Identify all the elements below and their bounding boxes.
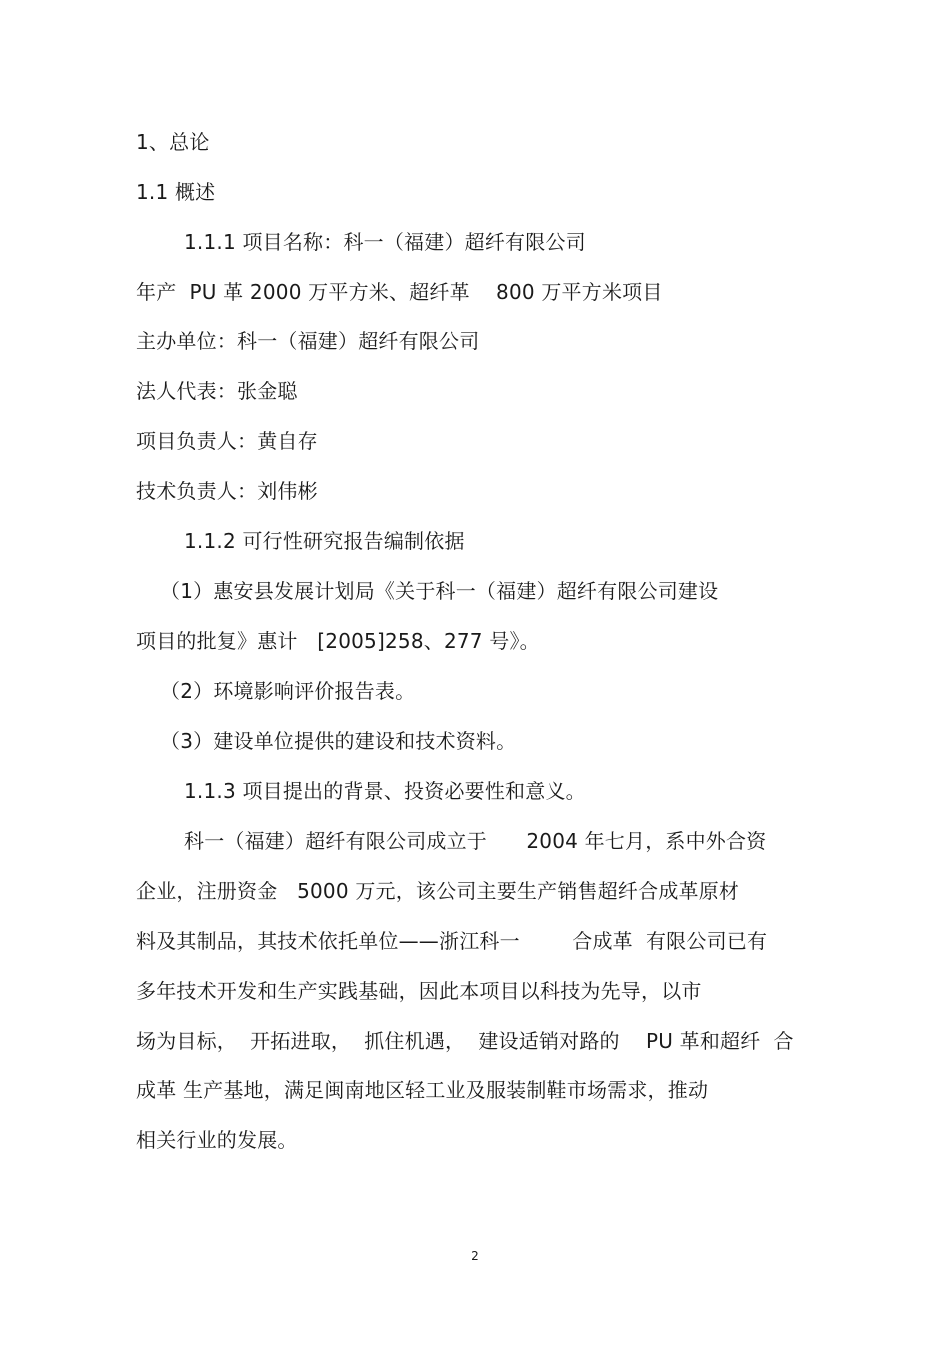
paragraph-line: 多年技术开发和生产实践基础，因此本项目以科技为先导，以市 [136,979,702,1003]
paragraph-line: 场为目标， 开拓进取， 抓住机遇， 建设适销对路的 PU 革和超纤 合 [136,1029,794,1053]
paragraph-line: 料及其制品，其技术依托单位——浙江科一 合成革 有限公司已有 [136,929,768,953]
section-heading-1-1-1: 1.1.1 项目名称：科一（福建）超纤有限公司 [184,230,586,254]
paragraph-line: 企业，注册资金 5000 万元，该公司主要生产销售超纤合成革原材 [136,879,740,903]
section-heading-1-1: 1.1 概述 [136,180,216,204]
page-number: 2 [471,1249,479,1263]
project-line: 年产 PU 革 2000 万平方米、超纤革 800 万平方米项目 [136,280,663,304]
sponsor-line: 主办单位：科一（福建）超纤有限公司 [136,329,480,353]
tech-lead-line: 技术负责人：刘伟彬 [136,479,318,503]
legal-rep-line: 法人代表：张金聪 [136,379,298,403]
paragraph-line: 相关行业的发展。 [136,1128,298,1152]
basis-item-2: （2）环境影响评价报告表。 [160,679,416,703]
basis-item-1-line-2: 项目的批复》惠计 [2005]258、277 号》。 [136,629,540,653]
project-lead-line: 项目负责人：黄自存 [136,429,318,453]
section-heading-1-1-3: 1.1.3 项目提出的背景、投资必要性和意义。 [184,779,586,803]
basis-item-1-line-1: （1）惠安县发展计划局《关于科一（福建）超纤有限公司建设 [160,579,719,603]
section-heading-1-1-2: 1.1.2 可行性研究报告编制依据 [184,529,465,553]
paragraph-line: 科一（福建）超纤有限公司成立于 2004 年七月，系中外合资 [184,829,767,853]
section-heading-1: 1、总论 [136,130,210,154]
paragraph-line: 成革 生产基地，满足闽南地区轻工业及服装制鞋市场需求，推动 [136,1078,709,1102]
basis-item-3: （3）建设单位提供的建设和技术资料。 [160,729,517,753]
